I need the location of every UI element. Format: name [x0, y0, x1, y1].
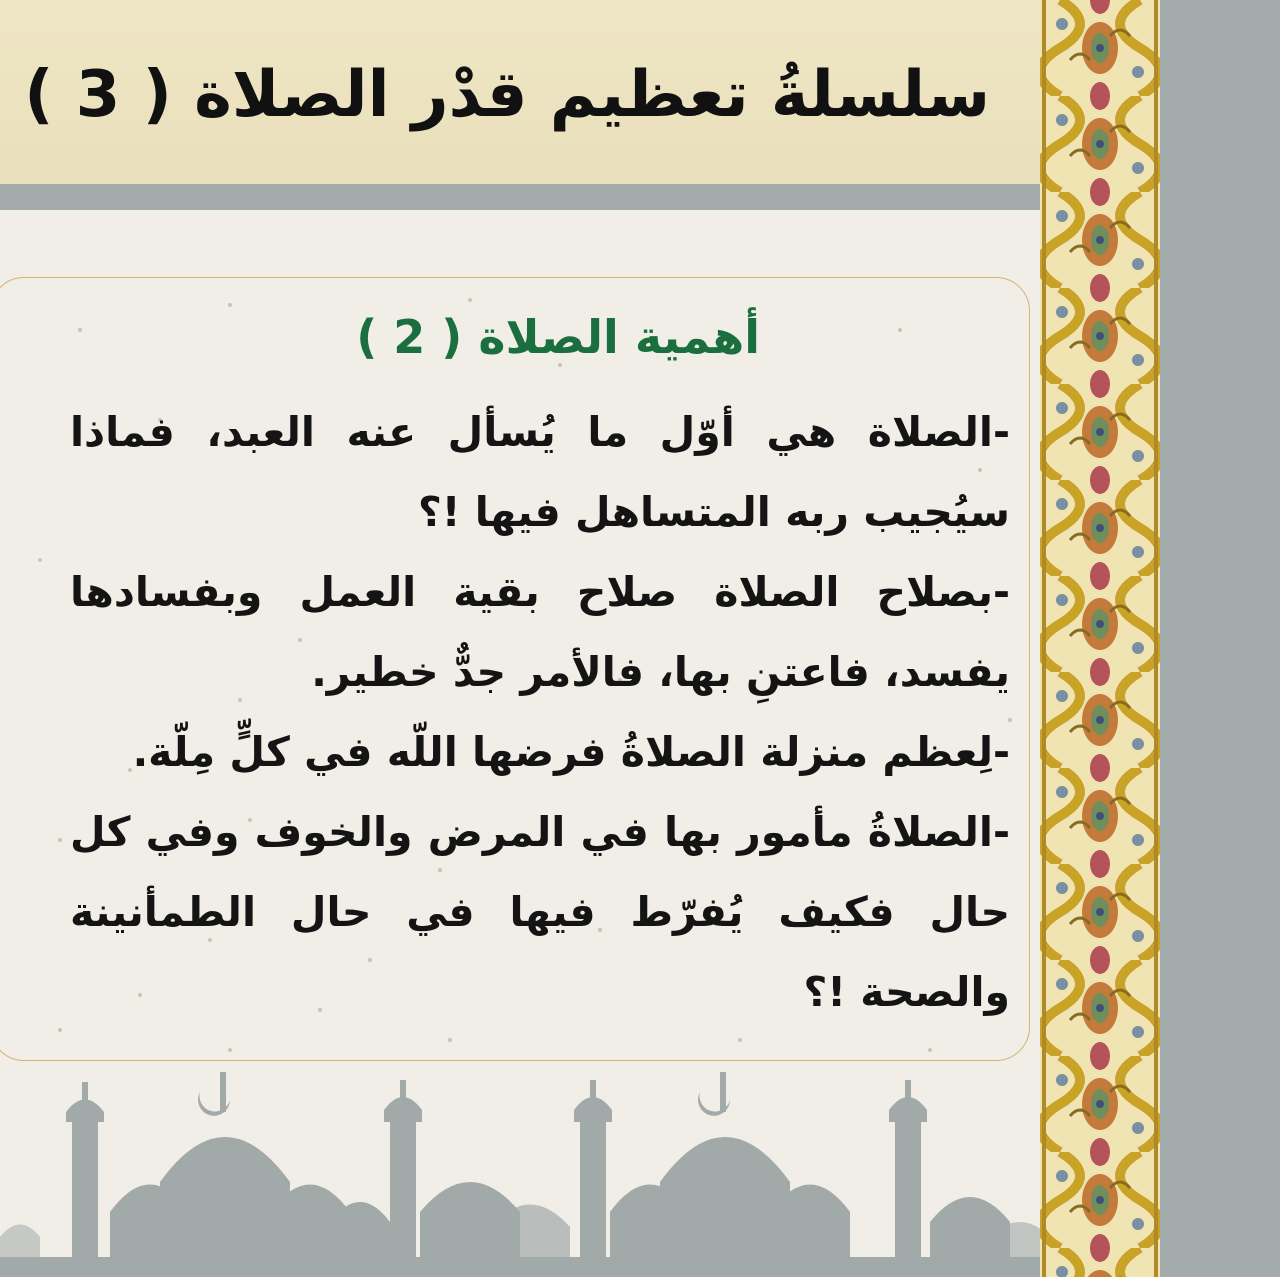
paragraph-4: -الصلاةُ مأمور بها في المرض والخوف وفي كل حال فكيف يُفرّط فيها في حال الطمأنينة والصحة !؟ [70, 808, 1010, 1016]
right-gray-strip [1160, 0, 1280, 1277]
paragraph-1: -الصلاة هي أوّل ما يُسأل عنه العبد، فماذا سيُجيب ربه المتساهل فيها !؟ [70, 408, 1010, 536]
mosque-skyline-illustration [0, 1062, 1060, 1277]
page-title: سلسلةُ تعظيم قدْر الصلاة ( 3 ) [24, 58, 990, 132]
paragraph-3: -لِعظم منزلة الصلاةُ فرضها اللّه في كلٍّ مِلّة. [132, 728, 1010, 776]
section-subtitle: أهمية الصلاة ( 2 ) [356, 310, 760, 364]
paragraph-2: -بصلاح الصلاة صلاح بقية العمل وبفسادها يفسد، فاعتنِ بها، فالأمر جدٌّ خطير. [70, 568, 1010, 696]
ornamental-border [1040, 0, 1160, 1277]
body-text [70, 392, 1010, 1032]
